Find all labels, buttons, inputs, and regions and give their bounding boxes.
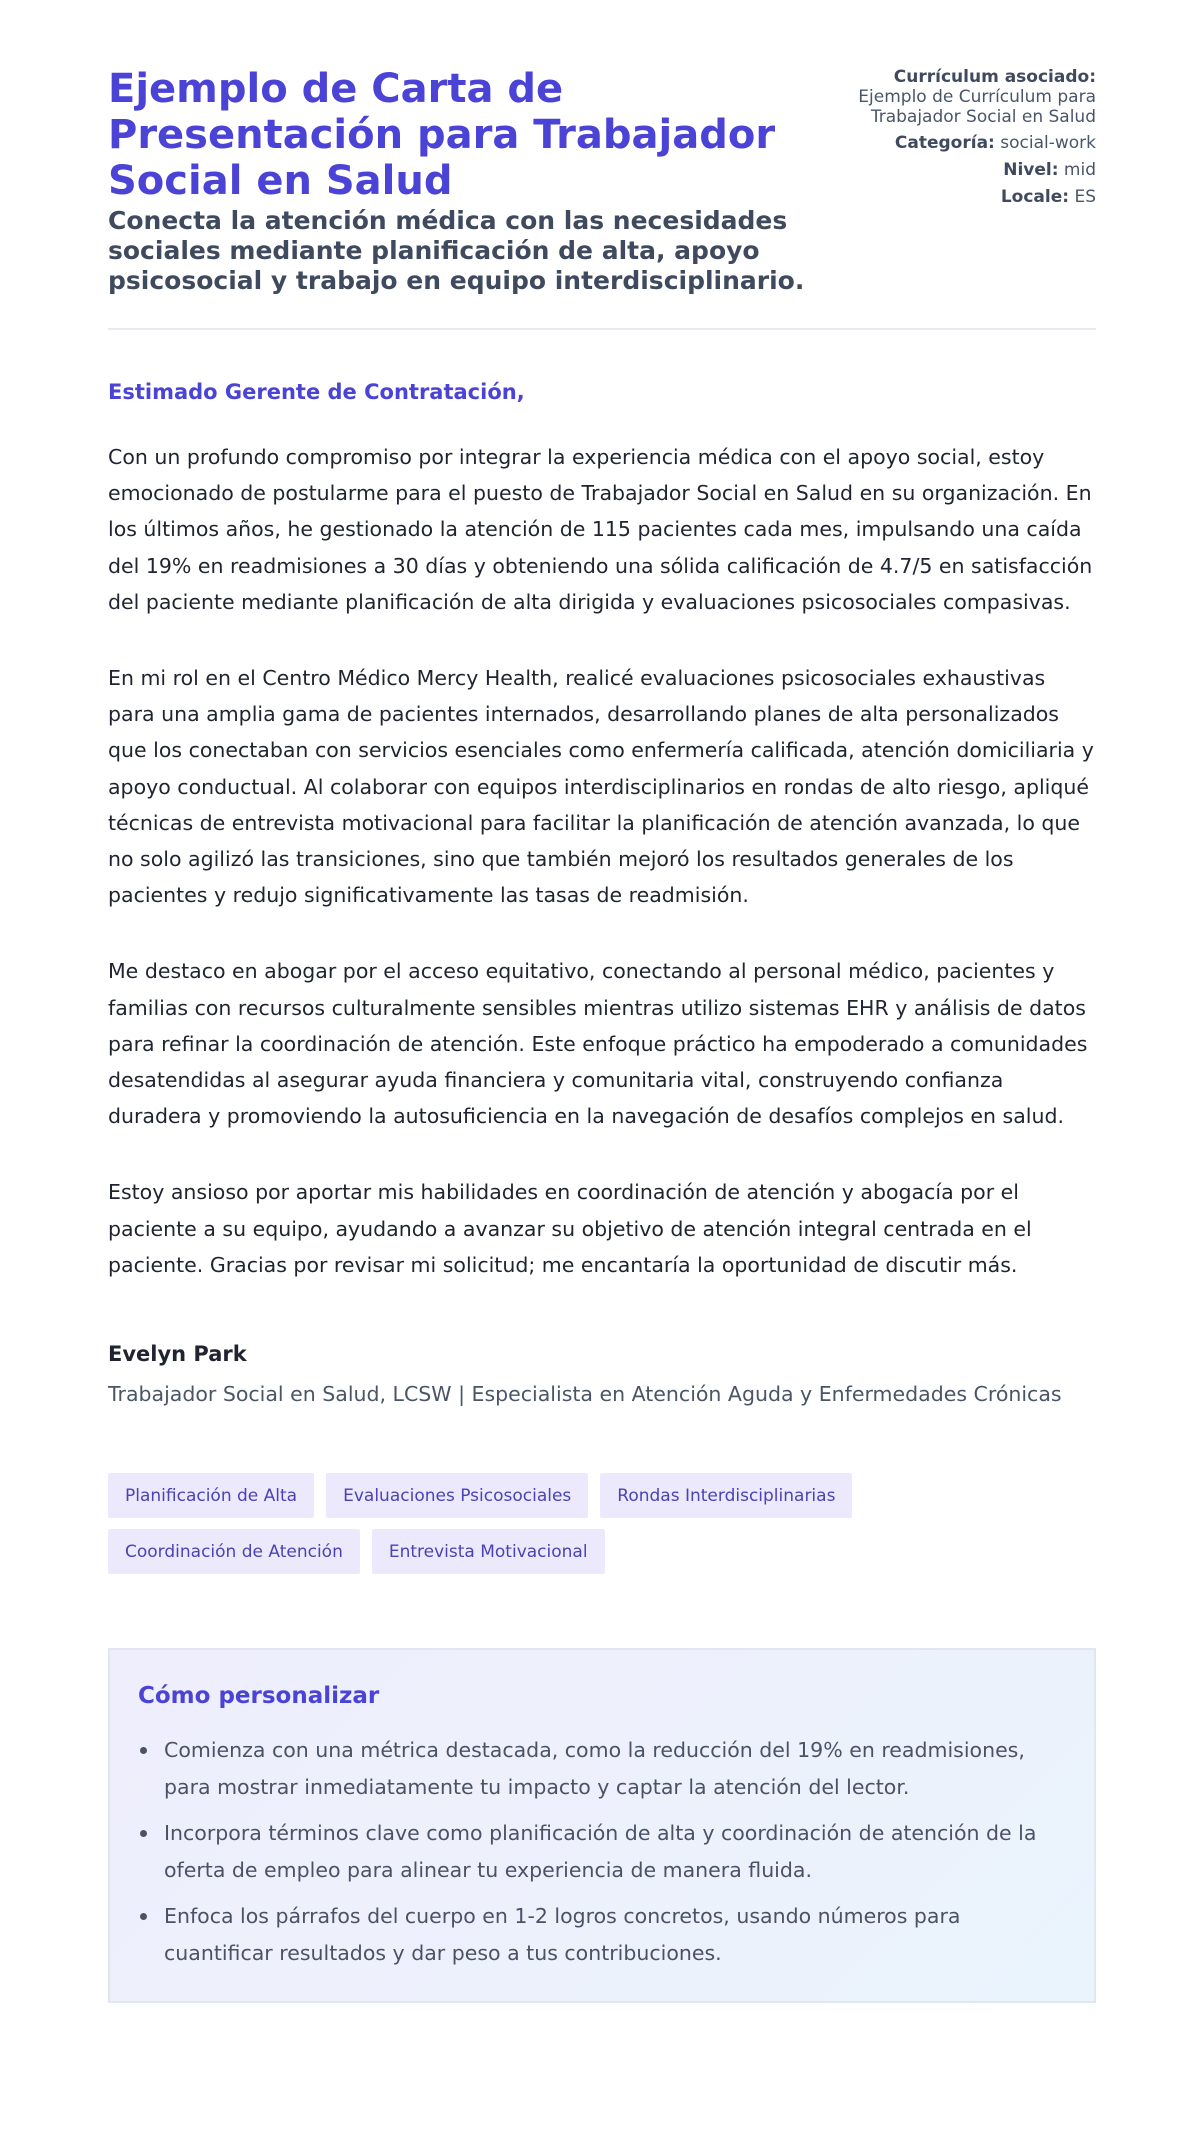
letter-paragraphs bbox=[108, 439, 1096, 1283]
tips-list bbox=[138, 1732, 1066, 1971]
skill-tags bbox=[108, 1473, 868, 1574]
salutation: Estimado Gerente de Contratación, bbox=[108, 380, 525, 404]
meta-locale-label: Locale: bbox=[1000, 187, 1070, 207]
tip-item bbox=[138, 1898, 1066, 1971]
meta-locale bbox=[856, 187, 1096, 207]
letter-paragraph-3: Me destaco en abogar por el acceso equitativo, conectando al personal médico, pacientes y familias con recursos culturalmente sensibles mientras utilizo sistemas EHR y análisis de datos para refinar la coordinación de atención. Este enfoque práctico ha empoderado a comunidades desatendidas al asegurar ayuda financiera y comunitaria vital, construyendo confianza duradera y promoviendo la autosuficiencia en la navegación de desafíos complejos en salud. bbox=[108, 959, 1088, 1129]
page-header bbox=[108, 66, 1096, 330]
tip-text: Incorpora términos clave como planificación de alta y coordinación de atención de la oferta de empleo para alinear tu experiencia de manera fluida. bbox=[164, 1821, 1037, 1882]
skill-tag: Coordinación de Atención bbox=[108, 1529, 360, 1574]
meta-level-label: Nivel: bbox=[1003, 160, 1059, 180]
metadata-panel bbox=[856, 66, 1096, 214]
meta-resume-link[interactable]: Ejemplo de Currículum para Trabajador Social en Salud bbox=[858, 87, 1096, 127]
signature-title: Trabajador Social en Salud, LCSW | Especialista en Atención Aguda y Enfermedades Crónicas bbox=[108, 1382, 1062, 1407]
meta-category-label: Categoría: bbox=[894, 133, 995, 153]
bullet-icon bbox=[140, 1913, 147, 1920]
meta-category-value: social-work bbox=[1000, 133, 1096, 153]
meta-level bbox=[856, 160, 1096, 180]
skill-tag: Rondas Interdisciplinarias bbox=[600, 1473, 852, 1518]
meta-resume bbox=[856, 67, 1096, 127]
meta-category bbox=[856, 133, 1096, 153]
tips-title: Cómo personalizar bbox=[138, 1683, 380, 1710]
letter-paragraph-2: En mi rol en el Centro Médico Mercy Health, realicé evaluaciones psicosociales exhaustivas para una amplia gama de pacientes internados, desarrollando planes de alta personalizados que los conectaban con servicios esenciales como enfermería calificada, atención domiciliaria y apoyo conductual. Al colaborar con equipos interdisciplinarios en rondas de alto riesgo, apliqué técnicas de entrevista motivacional para facilitar la planificación de atención avanzada, lo que no solo agilizó las transiciones, sino que también mejoró los resultados generales de los pacientes y redujo significativamente las tasas de readmisión. bbox=[108, 666, 1094, 908]
bullet-icon bbox=[140, 1830, 147, 1837]
signature-block bbox=[108, 1341, 1096, 1407]
skill-tag: Entrevista Motivacional bbox=[372, 1529, 605, 1574]
customization-tips-box bbox=[108, 1648, 1096, 2003]
letter-body bbox=[108, 379, 1096, 1283]
skill-tag: Evaluaciones Psicosociales bbox=[326, 1473, 588, 1518]
page-title: Ejemplo de Carta de Presentación para Trabajador Social en Salud bbox=[108, 66, 776, 204]
bullet-icon bbox=[140, 1747, 147, 1754]
tip-text: Enfoca los párrafos del cuerpo en 1-2 logros concretos, usando números para cuantificar resultados y dar peso a tus contribuciones. bbox=[164, 1904, 961, 1965]
page-subtitle: Conecta la atención médica con las necesidades sociales mediante planificación de alta, apoyo psicosocial y trabajo en equipo interdisciplinario. bbox=[108, 206, 805, 295]
header-titles bbox=[108, 66, 828, 296]
meta-level-value: mid bbox=[1063, 160, 1096, 180]
signature-name: Evelyn Park bbox=[108, 1342, 247, 1367]
letter-paragraph-1: Con un profundo compromiso por integrar la experiencia médica con el apoyo social, estoy emocionado de postularme para el puesto de Trabajador Social en Salud en su organización. En los últimos años, he gestionado la atención de 115 pacientes cada mes, impulsando una caída del 19% en readmisiones a 30 días y obteniendo una sólida calificación de 4.7/5 en satisfacción del paciente mediante planificación de alta dirigida y evaluaciones psicosociales compasivas. bbox=[108, 445, 1093, 614]
meta-locale-value: ES bbox=[1074, 187, 1096, 207]
skill-tag: Planificación de Alta bbox=[108, 1473, 314, 1518]
meta-resume-label: Currículum asociado: bbox=[893, 67, 1096, 87]
letter-paragraph-4: Estoy ansioso por aportar mis habilidades en coordinación de atención y abogacía por el paciente a su equipo, ayudando a avanzar su objetivo de atención integral centrada en el paciente. Gracias por revisar mi solicitud; me encantaría la oportunidad de discutir más. bbox=[108, 1180, 1032, 1277]
tip-item bbox=[138, 1815, 1066, 1888]
tip-item bbox=[138, 1732, 1066, 1805]
tip-text: Comienza con una métrica destacada, como la reducción del 19% en readmisiones, para mostrar inmediatamente tu impacto y captar la atención del lector. bbox=[164, 1738, 1025, 1799]
